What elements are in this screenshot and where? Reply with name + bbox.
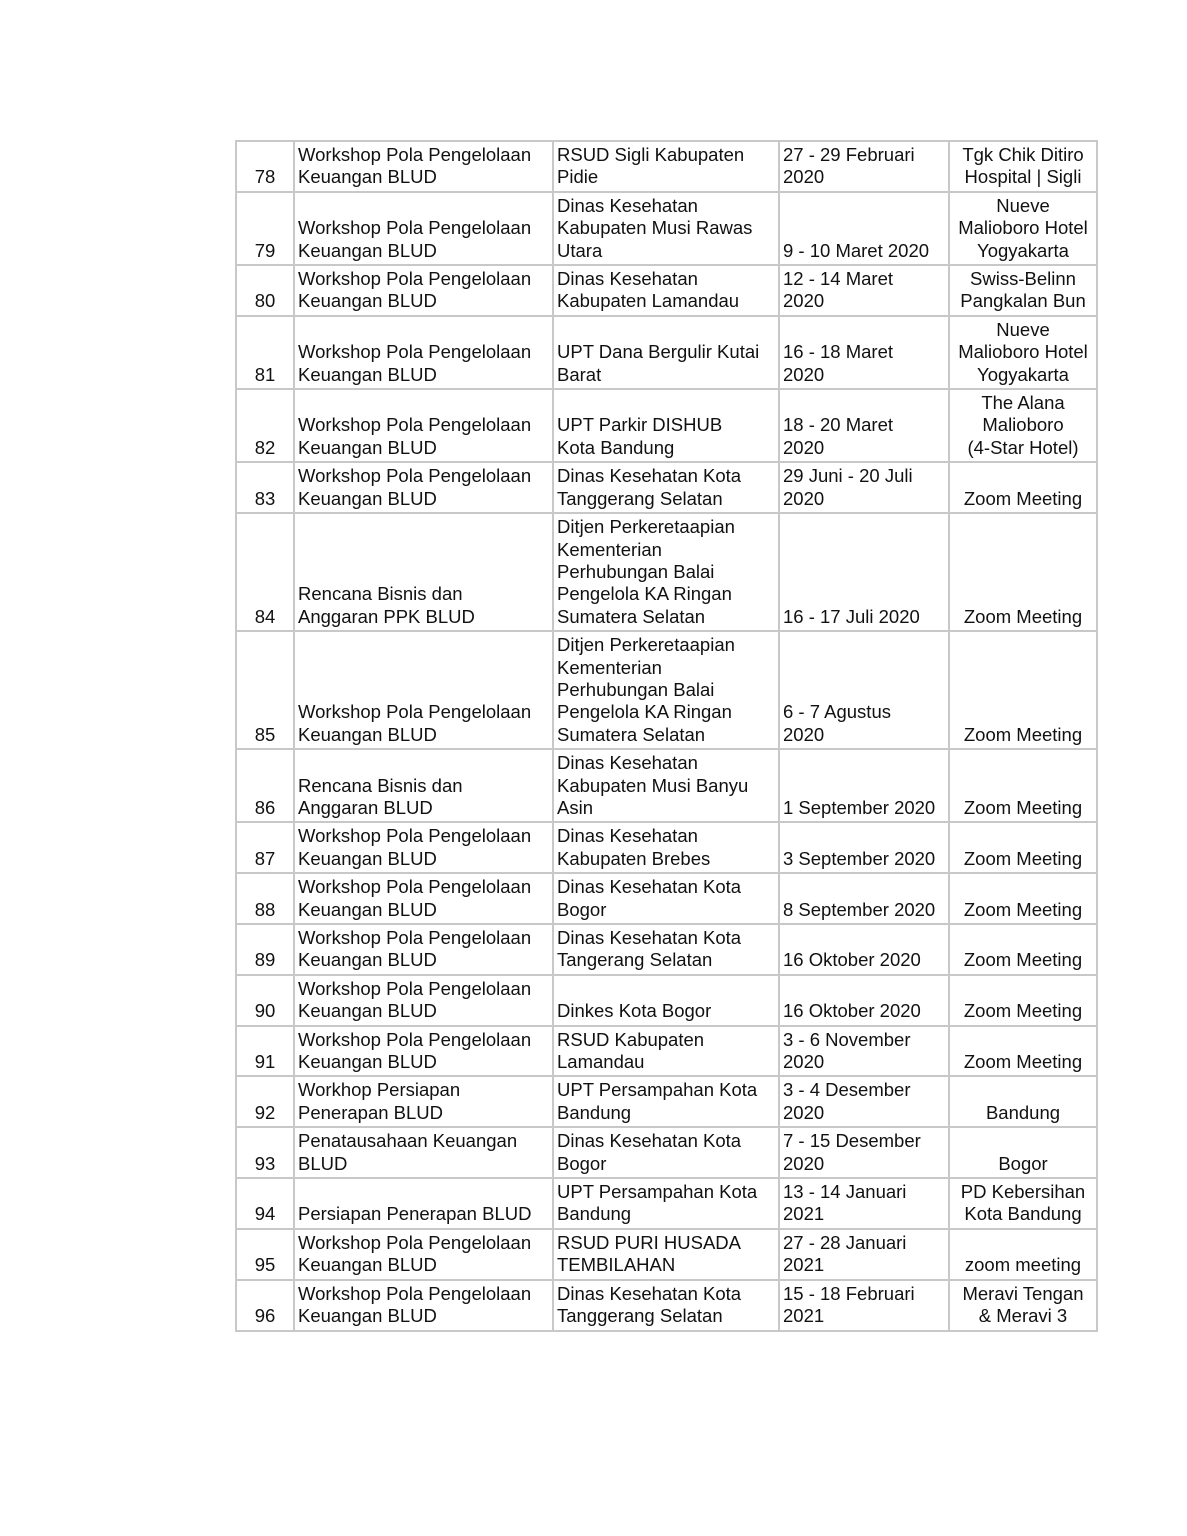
date-cell: 27 - 28 Januari 2021 bbox=[779, 1229, 949, 1280]
organization-cell: RSUD Sigli Kabupaten Pidie bbox=[553, 141, 779, 192]
organization-cell: RSUD Kabupaten Lamandau bbox=[553, 1026, 779, 1077]
organization-cell: UPT Dana Bergulir Kutai Barat bbox=[553, 316, 779, 389]
row-number-cell: 93 bbox=[236, 1127, 294, 1178]
table-row bbox=[236, 631, 1097, 749]
row-number-cell: 91 bbox=[236, 1026, 294, 1077]
place-cell: PD Kebersihan Kota Bandung bbox=[949, 1178, 1097, 1229]
activity-cell: Workshop Pola Pengelolaan Keuangan BLUD bbox=[294, 265, 553, 316]
table-row bbox=[236, 1127, 1097, 1178]
organization-cell: Ditjen Perkeretaapian Kementerian Perhubungan Balai Pengelola KA Ringan Sumatera Selatan bbox=[553, 513, 779, 631]
organization-cell: Dinkes Kota Bogor bbox=[553, 975, 779, 1026]
row-number-cell: 83 bbox=[236, 462, 294, 513]
row-number-cell: 94 bbox=[236, 1178, 294, 1229]
place-cell: The Alana Malioboro (4-Star Hotel) bbox=[949, 389, 1097, 462]
activity-cell: Workshop Pola Pengelolaan Keuangan BLUD bbox=[294, 389, 553, 462]
table-row bbox=[236, 141, 1097, 192]
organization-cell: Dinas Kesehatan Kota Bogor bbox=[553, 1127, 779, 1178]
date-cell: 15 - 18 Februari 2021 bbox=[779, 1280, 949, 1331]
date-cell: 7 - 15 Desember 2020 bbox=[779, 1127, 949, 1178]
row-number-cell: 96 bbox=[236, 1280, 294, 1331]
table-row bbox=[236, 265, 1097, 316]
date-cell: 16 - 18 Maret 2020 bbox=[779, 316, 949, 389]
date-cell: 3 September 2020 bbox=[779, 822, 949, 873]
activity-cell: Rencana Bisnis dan Anggaran PPK BLUD bbox=[294, 513, 553, 631]
table-row bbox=[236, 749, 1097, 822]
row-number-cell: 88 bbox=[236, 873, 294, 924]
activity-cell: Workshop Pola Pengelolaan Keuangan BLUD bbox=[294, 316, 553, 389]
table-row bbox=[236, 389, 1097, 462]
organization-cell: Dinas Kesehatan Kota Tangerang Selatan bbox=[553, 924, 779, 975]
row-number-cell: 86 bbox=[236, 749, 294, 822]
row-number-cell: 95 bbox=[236, 1229, 294, 1280]
activity-cell: Workshop Pola Pengelolaan Keuangan BLUD bbox=[294, 873, 553, 924]
place-cell: Zoom Meeting bbox=[949, 462, 1097, 513]
row-number-cell: 92 bbox=[236, 1076, 294, 1127]
date-cell: 18 - 20 Maret 2020 bbox=[779, 389, 949, 462]
table-row bbox=[236, 975, 1097, 1026]
date-cell: 3 - 4 Desember 2020 bbox=[779, 1076, 949, 1127]
date-cell: 9 - 10 Maret 2020 bbox=[779, 192, 949, 265]
organization-cell: RSUD PURI HUSADA TEMBILAHAN bbox=[553, 1229, 779, 1280]
activity-cell: Workshop Pola Pengelolaan Keuangan BLUD bbox=[294, 192, 553, 265]
row-number-cell: 84 bbox=[236, 513, 294, 631]
activity-cell: Penatausahaan Keuangan BLUD bbox=[294, 1127, 553, 1178]
table-body bbox=[236, 141, 1097, 1331]
place-cell: Bandung bbox=[949, 1076, 1097, 1127]
organization-cell: Dinas Kesehatan Kabupaten Musi Banyu Asin bbox=[553, 749, 779, 822]
organization-cell: Dinas Kesehatan Kabupaten Lamandau bbox=[553, 265, 779, 316]
table-row bbox=[236, 924, 1097, 975]
table-row bbox=[236, 192, 1097, 265]
date-cell: 16 Oktober 2020 bbox=[779, 924, 949, 975]
place-cell: Zoom Meeting bbox=[949, 631, 1097, 749]
date-cell: 29 Juni - 20 Juli 2020 bbox=[779, 462, 949, 513]
row-number-cell: 90 bbox=[236, 975, 294, 1026]
activity-cell: Workshop Pola Pengelolaan Keuangan BLUD bbox=[294, 1280, 553, 1331]
table-row bbox=[236, 873, 1097, 924]
table-row bbox=[236, 822, 1097, 873]
organization-cell: UPT Parkir DISHUB Kota Bandung bbox=[553, 389, 779, 462]
row-number-cell: 80 bbox=[236, 265, 294, 316]
place-cell: Tgk Chik Ditiro Hospital | Sigli bbox=[949, 141, 1097, 192]
place-cell: Zoom Meeting bbox=[949, 749, 1097, 822]
date-cell: 12 - 14 Maret 2020 bbox=[779, 265, 949, 316]
activity-cell: Workshop Pola Pengelolaan Keuangan BLUD bbox=[294, 1026, 553, 1077]
place-cell: Nueve Malioboro Hotel Yogyakarta bbox=[949, 316, 1097, 389]
date-cell: 3 - 6 November 2020 bbox=[779, 1026, 949, 1077]
activity-cell: Workhop Persiapan Penerapan BLUD bbox=[294, 1076, 553, 1127]
activity-cell: Workshop Pola Pengelolaan Keuangan BLUD bbox=[294, 1229, 553, 1280]
activity-cell: Rencana Bisnis dan Anggaran BLUD bbox=[294, 749, 553, 822]
place-cell: Zoom Meeting bbox=[949, 513, 1097, 631]
date-cell: 27 - 29 Februari 2020 bbox=[779, 141, 949, 192]
organization-cell: Dinas Kesehatan Kota Tanggerang Selatan bbox=[553, 1280, 779, 1331]
place-cell: Nueve Malioboro Hotel Yogyakarta bbox=[949, 192, 1097, 265]
table-row bbox=[236, 1280, 1097, 1331]
organization-cell: Dinas Kesehatan Kabupaten Brebes bbox=[553, 822, 779, 873]
organization-cell: Dinas Kesehatan Kota Tanggerang Selatan bbox=[553, 462, 779, 513]
organization-cell: UPT Persampahan Kota Bandung bbox=[553, 1076, 779, 1127]
organization-cell: Ditjen Perkeretaapian Kementerian Perhubungan Balai Pengelola KA Ringan Sumatera Selatan bbox=[553, 631, 779, 749]
row-number-cell: 87 bbox=[236, 822, 294, 873]
table-row bbox=[236, 1026, 1097, 1077]
place-cell: Zoom Meeting bbox=[949, 822, 1097, 873]
organization-cell: UPT Persampahan Kota Bandung bbox=[553, 1178, 779, 1229]
row-number-cell: 78 bbox=[236, 141, 294, 192]
date-cell: 1 September 2020 bbox=[779, 749, 949, 822]
place-cell: Zoom Meeting bbox=[949, 975, 1097, 1026]
organization-cell: Dinas Kesehatan Kabupaten Musi Rawas Utara bbox=[553, 192, 779, 265]
activity-cell: Workshop Pola Pengelolaan Keuangan BLUD bbox=[294, 141, 553, 192]
table-row bbox=[236, 1178, 1097, 1229]
activity-cell: Workshop Pola Pengelolaan Keuangan BLUD bbox=[294, 462, 553, 513]
place-cell: Swiss-Belinn Pangkalan Bun bbox=[949, 265, 1097, 316]
activity-cell: Persiapan Penerapan BLUD bbox=[294, 1178, 553, 1229]
activity-cell: Workshop Pola Pengelolaan Keuangan BLUD bbox=[294, 631, 553, 749]
place-cell: Zoom Meeting bbox=[949, 924, 1097, 975]
row-number-cell: 82 bbox=[236, 389, 294, 462]
training-table bbox=[235, 140, 1098, 1332]
place-cell: Zoom Meeting bbox=[949, 873, 1097, 924]
activity-cell: Workshop Pola Pengelolaan Keuangan BLUD bbox=[294, 924, 553, 975]
table-row bbox=[236, 1076, 1097, 1127]
date-cell: 6 - 7 Agustus 2020 bbox=[779, 631, 949, 749]
row-number-cell: 79 bbox=[236, 192, 294, 265]
date-cell: 16 - 17 Juli 2020 bbox=[779, 513, 949, 631]
row-number-cell: 85 bbox=[236, 631, 294, 749]
place-cell: Meravi Tengan & Meravi 3 bbox=[949, 1280, 1097, 1331]
table-row bbox=[236, 1229, 1097, 1280]
table-row bbox=[236, 316, 1097, 389]
activity-cell: Workshop Pola Pengelolaan Keuangan BLUD bbox=[294, 822, 553, 873]
date-cell: 16 Oktober 2020 bbox=[779, 975, 949, 1026]
table-row bbox=[236, 462, 1097, 513]
date-cell: 13 - 14 Januari 2021 bbox=[779, 1178, 949, 1229]
place-cell: Bogor bbox=[949, 1127, 1097, 1178]
activity-cell: Workshop Pola Pengelolaan Keuangan BLUD bbox=[294, 975, 553, 1026]
row-number-cell: 81 bbox=[236, 316, 294, 389]
place-cell: zoom meeting bbox=[949, 1229, 1097, 1280]
place-cell: Zoom Meeting bbox=[949, 1026, 1097, 1077]
organization-cell: Dinas Kesehatan Kota Bogor bbox=[553, 873, 779, 924]
row-number-cell: 89 bbox=[236, 924, 294, 975]
table-row bbox=[236, 513, 1097, 631]
date-cell: 8 September 2020 bbox=[779, 873, 949, 924]
